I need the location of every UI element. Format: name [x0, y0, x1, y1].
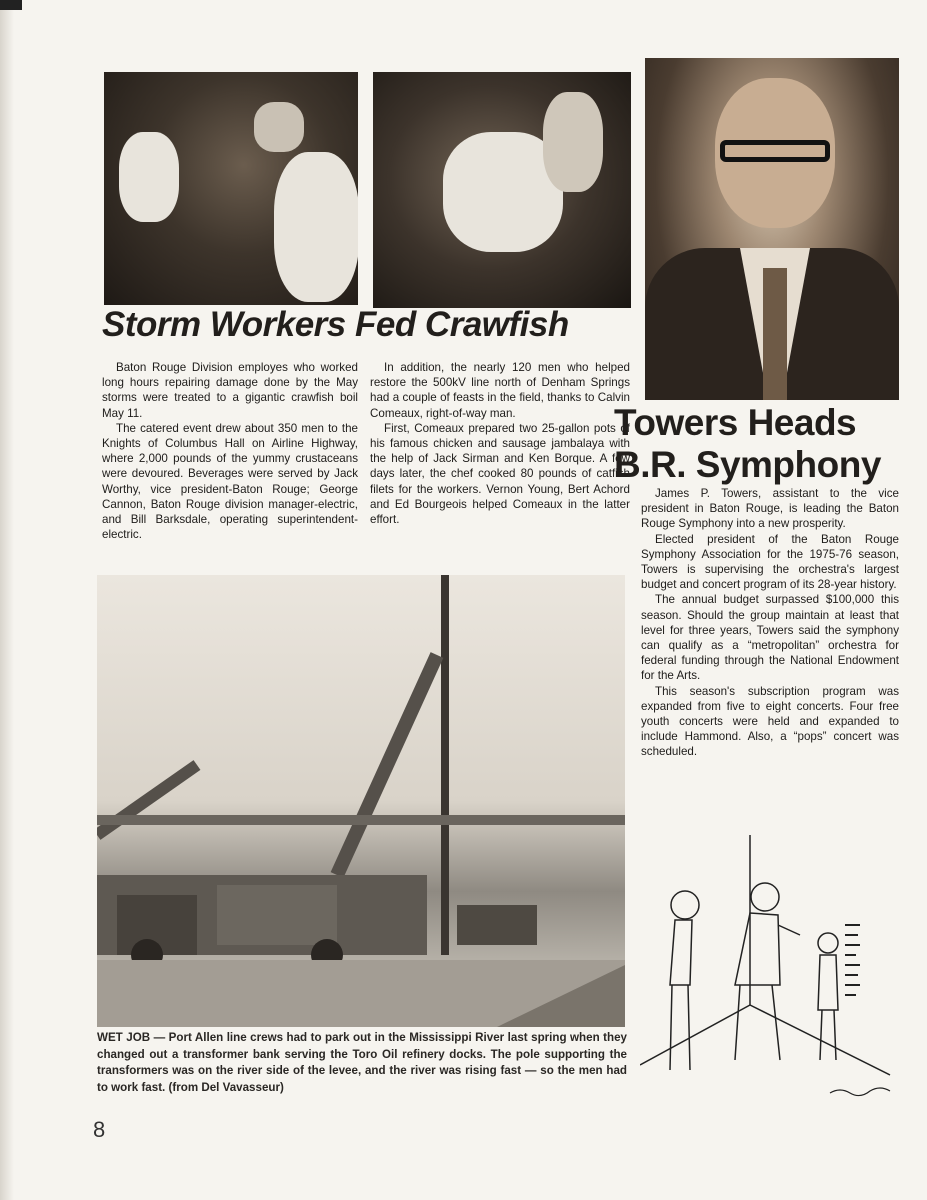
- wet-job-river-photo: [97, 575, 625, 1027]
- crawfish-column-2: [370, 360, 630, 527]
- page-number: 8: [93, 1117, 106, 1142]
- cartoon-illustration: [640, 835, 900, 1105]
- paragraph: The catered event drew about 350 men to the Knights of Columbus Hall on Airline Highway, where 2,000 pounds of the yummy crustaceans were devoured. Beverages were served by Jack Worthy, vice president-Baton Rouge; George Cannon, Baton Rouge division manager-electric, and Bill Barksdale, operating superintendent-electric.: [102, 421, 358, 542]
- paragraph: James P. Towers, assistant to the vice president in Baton Rouge, is leading the Baton Rouge Symphony into a new prosperity.: [641, 487, 899, 531]
- paragraph: Baton Rouge Division employes who worked long hours repairing damage done by the May storms were treated to a gigantic crawfish boil May 11.: [102, 361, 358, 420]
- symphony-column: [641, 486, 899, 760]
- crawfish-column-1: [102, 360, 358, 542]
- article-headline-crawfish: Storm Workers Fed Crawfish: [102, 305, 569, 344]
- article-headline-symphony: [614, 402, 914, 486]
- paragraph: Elected president of the Baton Rouge Symphony Association for the 1975-76 season, Towers is supervising the orchestra's largest budget and concert program of its 28-year history.: [641, 532, 899, 592]
- page-edge: [0, 0, 14, 1200]
- paragraph: In addition, the nearly 120 men who helped restore the 500kV line north of Denham Springs had a couple of feasts in the field, thanks to Calvin Comeaux, right-of-way man.: [370, 361, 630, 420]
- headline-line-2: B.R. Symphony: [614, 444, 881, 485]
- photo-caption: WET JOB — Port Allen line crews had to park out in the Mississippi River last spring when they changed out a transformer bank serving the Toro Oil refinery docks. The pole supporting the transformers was on the river side of the levee, and the river was rising fast — so the men had to work fast. (from Del Vavasseur): [97, 1031, 627, 1094]
- paragraph: This season's subscription program was expanded from five to eight concerts. Four free youth concerts were held and expanded to include Hammond. Also, a “pops” concert was scheduled.: [641, 684, 899, 759]
- paragraph: First, Comeaux prepared two 25-gallon pots of his famous chicken and sausage jambalaya with the help of Jack Sirman and Ken Borque. A few days later, the chef cooked 80 pounds of catfish filets for the workers. Vernon Young, Bert Achord and Ed Bourgeois helped Comeaux in the latter effort.: [370, 421, 630, 527]
- headline-line-1: Towers Heads: [614, 402, 857, 443]
- crawfish-boil-photo-2: [373, 72, 631, 308]
- scan-corner: [0, 0, 22, 10]
- paragraph: The annual budget surpassed $100,000 this season. Should the group maintain at least that level for three years, Towers said the symphony can qualify as a “metropolitan” orchestra for federal funding through the National Endowment for the Arts.: [641, 593, 899, 683]
- crawfish-boil-photo-1: [104, 72, 358, 305]
- james-towers-portrait: [645, 58, 899, 400]
